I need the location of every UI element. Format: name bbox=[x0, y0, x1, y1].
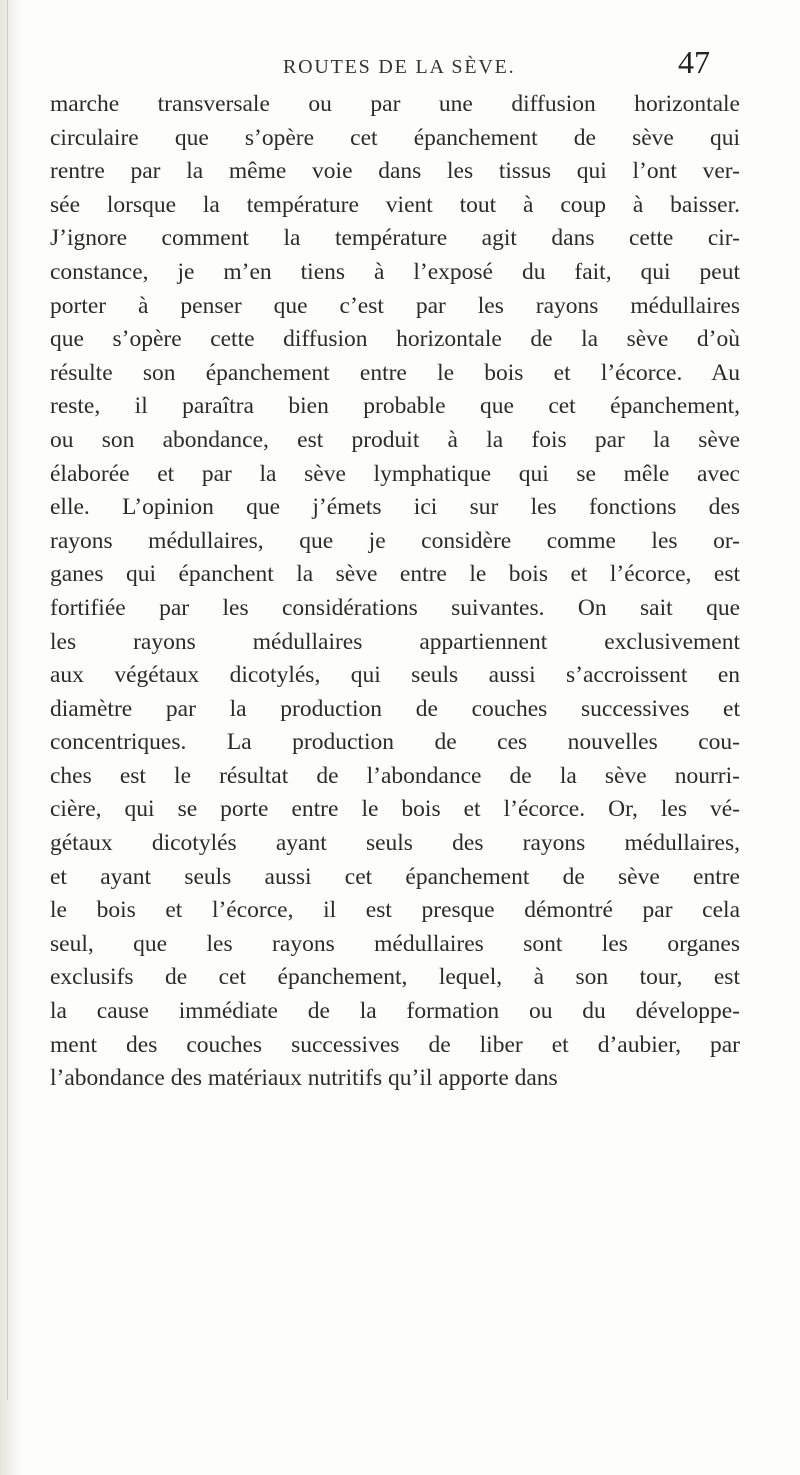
running-head: ROUTES DE LA SÈVE. bbox=[283, 56, 516, 78]
text-line: gétaux dicotylés ayant seuls des rayons médullaires, bbox=[50, 830, 740, 857]
text-line: cière, qui se porte entre le bois et l’écorce. Or, les vé- bbox=[50, 796, 740, 823]
text-line: sée lorsque la température vient tout à coup à baisser. bbox=[50, 191, 740, 218]
text-line: marche transversale ou par une diffusion horizontale bbox=[50, 91, 740, 117]
text-line: diamètre par la production de couches successives et bbox=[50, 695, 740, 722]
text-line: J’ignore comment la température agit dans cette cir- bbox=[50, 225, 740, 252]
text-line: exclusifs de cet épanchement, lequel, à son tour, est bbox=[50, 964, 740, 991]
text-line: porter à penser que c’est par les rayons médullaires bbox=[50, 292, 740, 319]
text-line: constance, je m’en tiens à l’exposé du fait, qui peut bbox=[50, 258, 740, 285]
text-line: rentre par la même voie dans les tissus qui l’ont ver- bbox=[50, 158, 740, 185]
text-line: ganes qui épanchent la sève entre le bois et l’écorce, est bbox=[50, 561, 740, 588]
text-line: que s’opère cette diffusion horizontale de la sève d’où bbox=[50, 326, 740, 353]
text-line: ou son abondance, est produit à la fois par la sève bbox=[50, 426, 740, 453]
binding-gutter bbox=[0, 0, 22, 1475]
binding-edge-line bbox=[7, 0, 8, 1400]
text-line: fortifiée par les considérations suivantes. On sait que bbox=[50, 594, 740, 621]
text-line: la cause immédiate de la formation ou du développe- bbox=[50, 998, 740, 1025]
text-line: elle. L’opinion que j’émets ici sur les fonctions des bbox=[50, 494, 740, 521]
text-line: rayons médullaires, que je considère comme les or- bbox=[50, 527, 740, 554]
text-line: les rayons médullaires appartiennent exclusivement bbox=[50, 628, 740, 655]
text-line: ment des couches successives de liber et d’aubier, par bbox=[50, 1031, 740, 1058]
page-number: 47 bbox=[678, 44, 710, 80]
text-line: reste, il paraîtra bien probable que cet épanchement, bbox=[50, 393, 740, 420]
text-line: élaborée et par la sève lymphatique qui se mêle avec bbox=[50, 460, 740, 487]
text-line: et ayant seuls aussi cet épanchement de sève entre bbox=[50, 863, 740, 890]
text-line: l’abondance des matériaux nutritifs qu’il apporte dans bbox=[50, 1065, 558, 1092]
text-line: seul, que les rayons médullaires sont les organes bbox=[50, 930, 740, 957]
text-line: aux végétaux dicotylés, qui seuls aussi s’accroissent en bbox=[50, 662, 740, 689]
text-line: concentriques. La production de ces nouvelles cou- bbox=[50, 729, 740, 756]
text-line: circulaire que s’opère cet épanchement de sève qui bbox=[50, 124, 740, 151]
text-line: le bois et l’écorce, il est presque démontré par cela bbox=[50, 897, 740, 924]
text-line: résulte son épanchement entre le bois et l’écorce. Au bbox=[50, 359, 740, 386]
body-text bbox=[50, 88, 740, 1096]
text-line: ches est le résultat de l’abondance de la sève nourri- bbox=[50, 762, 740, 789]
